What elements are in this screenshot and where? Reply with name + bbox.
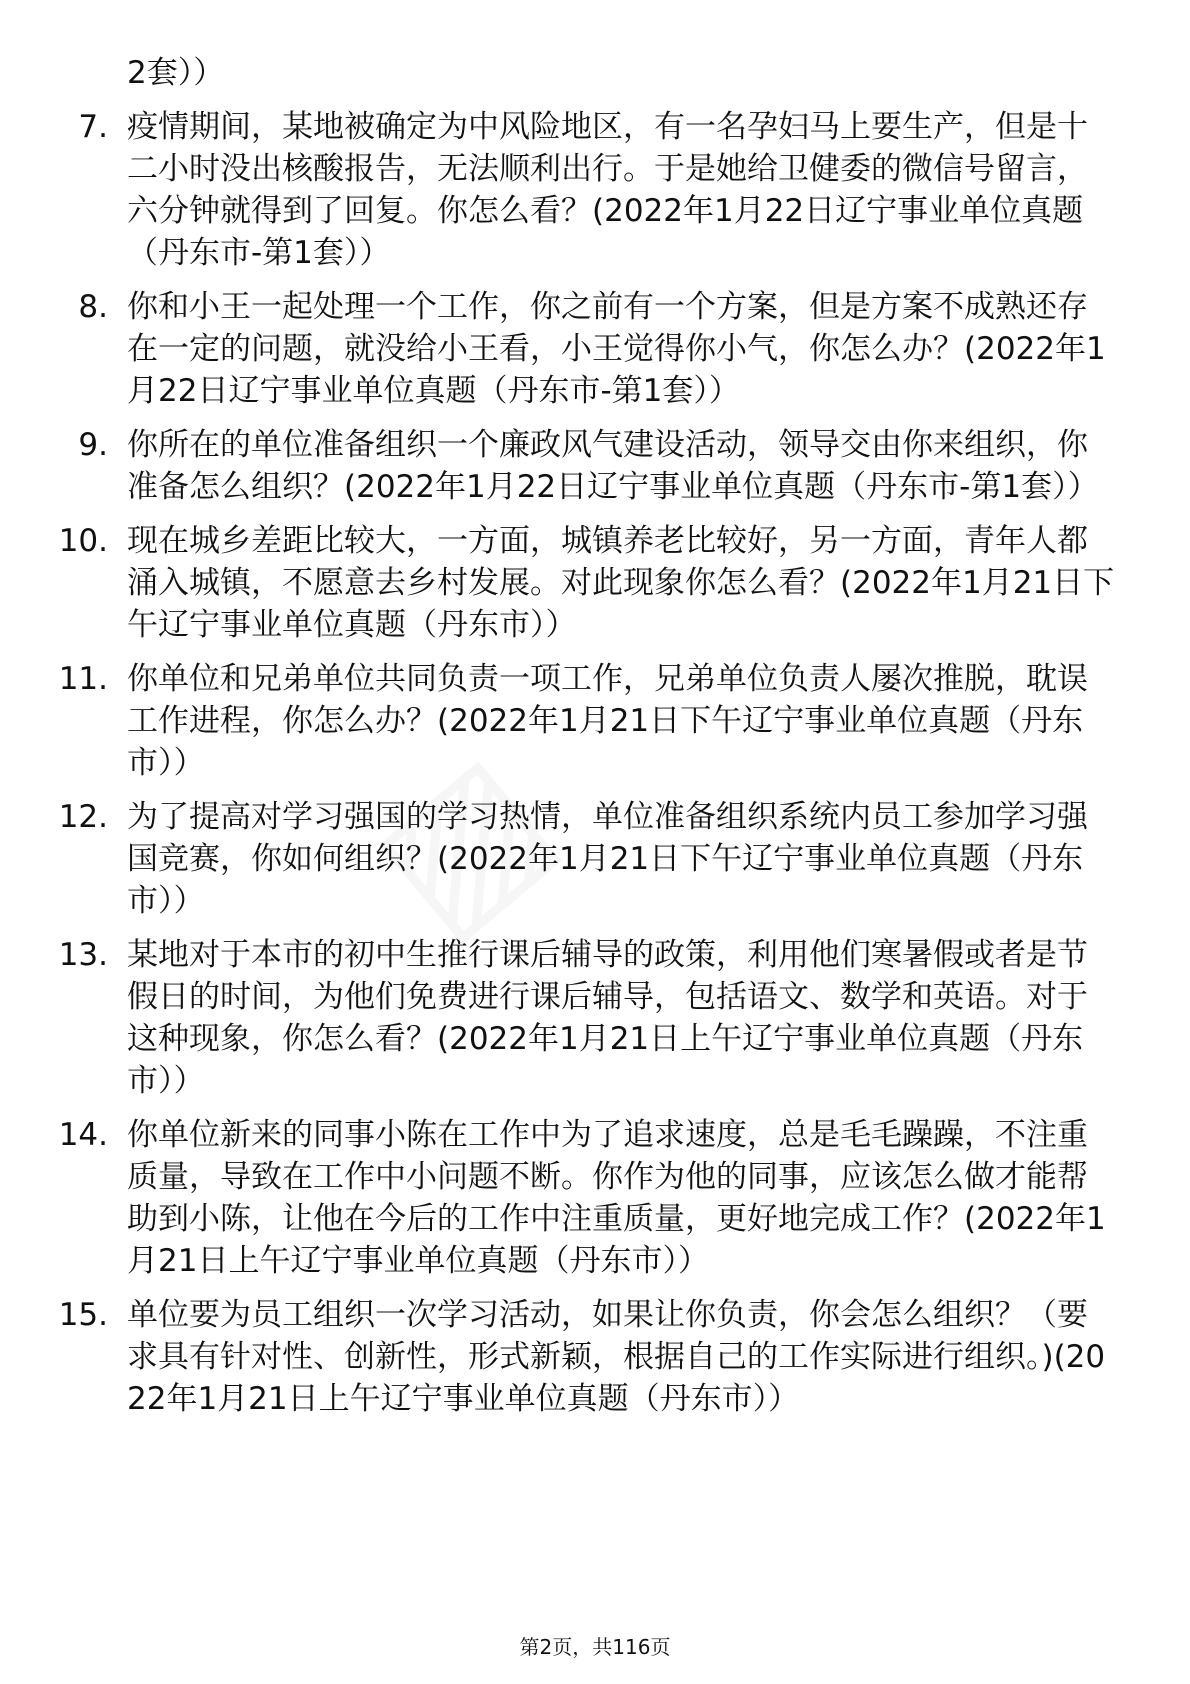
question-number: 13. xyxy=(58,937,108,973)
previous-item-continuation: 2套）） xyxy=(127,55,225,91)
question-number: 14. xyxy=(58,1117,108,1153)
question-number: 12. xyxy=(58,799,108,835)
question-text: 你所在的单位准备组织一个廉政风气建设活动，领导交由你来组织，你准备怎么组织？(2022年1月22日辽宁事业单位真题（丹东市-第1套）） xyxy=(127,427,1099,505)
question-number: 10. xyxy=(58,523,108,559)
question-text: 为了提高对学习强国的学习热情，单位准备组织系统内员工参加学习强国竞赛，你如何组织？(2022年1月21日下午辽宁事业单位真题（丹东市）） xyxy=(127,799,1088,919)
question-number: 11. xyxy=(58,661,108,697)
question-text: 现在城乡差距比较大，一方面，城镇养老比较好，另一方面，青年人都涌入城镇，不愿意去乡村发展。对此现象你怎么看？(2022年1月21日下午辽宁事业单位真题（丹东市）） xyxy=(127,523,1115,643)
question-item xyxy=(0,106,1190,274)
question-item xyxy=(0,796,1190,922)
question-item xyxy=(0,1114,1190,1282)
question-number: 8. xyxy=(78,289,108,325)
question-text: 你单位新来的同事小陈在工作中为了追求速度，总是毛毛躁躁，不注重质量，导致在工作中小问题不断。你作为他的同事，应该怎么做才能帮助到小陈，让他在今后的工作中注重质量，更好地完成工作？(2022年1月21日上午辽宁事业单位真题（丹东市）） xyxy=(127,1117,1106,1279)
question-number: 15. xyxy=(58,1297,108,1333)
question-item xyxy=(0,1294,1190,1420)
question-item xyxy=(0,286,1190,412)
question-list xyxy=(0,106,1190,1420)
question-text: 疫情期间，某地被确定为中风险地区，有一名孕妇马上要生产，但是十二小时没出核酸报告，无法顺利出行。于是她给卫健委的微信号留言，六分钟就得到了回复。你怎么看？(2022年1月22日辽宁事业单位真题（丹东市-第1套）） xyxy=(127,109,1088,271)
question-text: 你和小王一起处理一个工作，你之前有一个方案，但是方案不成熟还存在一定的问题，就没给小王看，小王觉得你小气，你怎么办？(2022年1月22日辽宁事业单位真题（丹东市-第1套）） xyxy=(127,289,1106,409)
page-footer: 第2页，共116页 xyxy=(519,1635,671,1659)
question-item xyxy=(0,520,1190,646)
page-content xyxy=(0,52,1190,1420)
question-item xyxy=(0,934,1190,1102)
question-number: 9. xyxy=(78,427,108,463)
question-item xyxy=(0,658,1190,784)
question-text: 你单位和兄弟单位共同负责一项工作，兄弟单位负责人屡次推脱，耽误工作进程，你怎么办？(2022年1月21日下午辽宁事业单位真题（丹东市）） xyxy=(127,661,1088,781)
question-number: 7. xyxy=(78,109,108,145)
question-text: 单位要为员工组织一次学习活动，如果让你负责，你会怎么组织？（要求具有针对性、创新性，形式新颖，根据自己的工作实际进行组织。)(2022年1月21日上午辽宁事业单位真题（丹东市）） xyxy=(127,1297,1106,1417)
question-item xyxy=(0,424,1190,508)
question-text: 某地对于本市的初中生推行课后辅导的政策，利用他们寒暑假或者是节假日的时间，为他们免费进行课后辅导，包括语文、数学和英语。对于这种现象，你怎么看？(2022年1月21日上午辽宁事业单位真题（丹东市）） xyxy=(127,937,1088,1099)
